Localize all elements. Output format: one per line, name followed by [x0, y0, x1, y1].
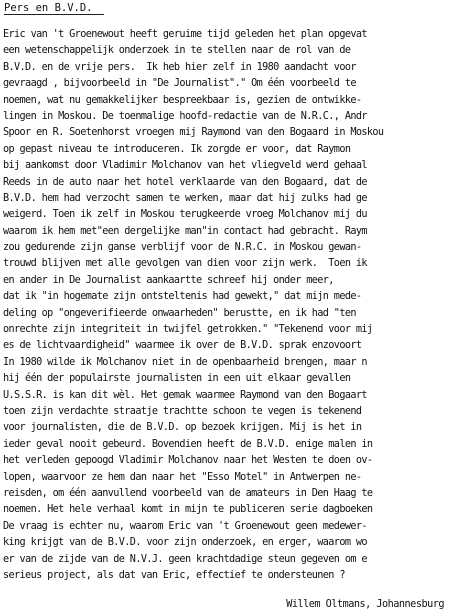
text-line: es de lichtvaardigheid" waarmee ik over de B.V.D. sprak enzovoort: [3, 340, 362, 352]
article-body: [3, 27, 449, 584]
text-line: reisden, om één aanvullend voorbeeld van de amateurs in Den Haag te: [3, 487, 373, 499]
text-line: het verleden gepoogd Vladimir Molchanov naar het Westen te doen ov-: [3, 455, 373, 467]
text-line: In 1980 wilde ik Molchanov niet in de openbaarheid brengen, maar n: [3, 356, 367, 368]
text-line: B.V.D. hem had verzocht samen te werken, maar dat hij zulks had ge: [3, 192, 367, 204]
text-line: noemen, wat nu gemakkelijker bespreekbaar is, gezien de ontwikke-: [3, 94, 362, 106]
text-line: dat ik "in hogemate zijn ontsteltenis had gewekt," dat mijn mede-: [3, 291, 362, 303]
page-title: Pers en B.V.D.: [4, 2, 93, 14]
text-line: toen zijn verdachte straatje trachtte schoon te vegen is tekenend: [3, 405, 362, 417]
author-signature: Willem Oltmans, Johannesburg: [286, 599, 444, 610]
text-line: trouwd blijven met alle gevolgen van dien voor zijn werk. Toen ik: [3, 258, 367, 270]
text-line: voor journalisten, die de B.V.D. op bezoek krijgen. Mij is het in: [3, 422, 362, 434]
text-line: weigerd. Toen ik zelf in Moskou terugkeerde vroeg Molchanov mij du: [3, 209, 367, 221]
text-line: B.V.D. en de vrije pers. Ik heb hier zelf in 1980 aandacht voor: [3, 61, 356, 73]
text-line: op gepast niveau te introduceren. Ik zorgde er voor, dat Raymon: [3, 143, 351, 155]
text-line: gevraagd , bijvoorbeeld in "De Journalist"." Om één voorbeeld te: [3, 78, 356, 90]
text-line: lingen in Moskou. De toenmalige hoofd-redactie van de N.R.C., Andr: [3, 110, 367, 122]
text-line: ieder geval nooit gebeurd. Bovendien heeft de B.V.D. enige malen in: [3, 438, 373, 450]
text-line: De vraag is echter nu, waarom Eric van 't Groenewout geen medewer-: [3, 520, 367, 532]
text-line: serieus project, als dat van Eric, effectief te ondersteunen ?: [3, 569, 345, 581]
text-line: U.S.S.R. is kan dit wèl. Het gemak waarmee Raymond van den Bogaart: [3, 389, 367, 401]
text-line: hij één der populairste journalisten in een uit elkaar gevallen: [3, 373, 351, 385]
text-line: onrechte zijn integriteit in twijfel getrokken." "Tekenend voor mij: [3, 324, 373, 336]
title-underline: [4, 14, 104, 15]
text-line: king krijgt van de B.V.D. voor zijn onderzoek, en erger, waarom wo: [3, 537, 367, 549]
text-line: Spoor en R. Soetenhorst vroegen mij Raymond van den Bogaard in Moskou: [3, 127, 384, 139]
text-line: Eric van 't Groenewout heeft geruime tijd geleden het plan opgevat: [3, 29, 367, 40]
text-line: deling op "ongeverifieerde onwaarheden" berustte, en ik had "ten: [3, 307, 356, 319]
text-line: zou gedurende zijn ganse verblijf voor de N.R.C. in Moskou gewan-: [3, 242, 362, 254]
text-line: een wetenschappelijk onderzoek in te stellen naar de rol van de: [3, 45, 351, 57]
text-line: Reeds in de auto naar het hotel verklaarde van den Bogaard, dat de: [3, 176, 367, 188]
text-line: en ander in De Journalist aankaartte schreef hij onder meer,: [3, 274, 334, 286]
text-line: lopen, waarvoor ze hem dan naar het "Esso Motel" in Antwerpen ne-: [3, 471, 362, 483]
text-line: waarom ik hem met"een dergelijke man"in contact had gebracht. Raym: [3, 225, 367, 237]
text-line: er van de zijde van de N.V.J. geen krachtdadige steun gegeven om e: [3, 553, 367, 565]
text-line: bij aankomst door Vladimir Molchanov van het vliegveld werd gehaal: [3, 160, 367, 172]
text-line: noemen. Het hele verhaal komt in mijn te publiceren serie dagboeken: [3, 504, 373, 516]
